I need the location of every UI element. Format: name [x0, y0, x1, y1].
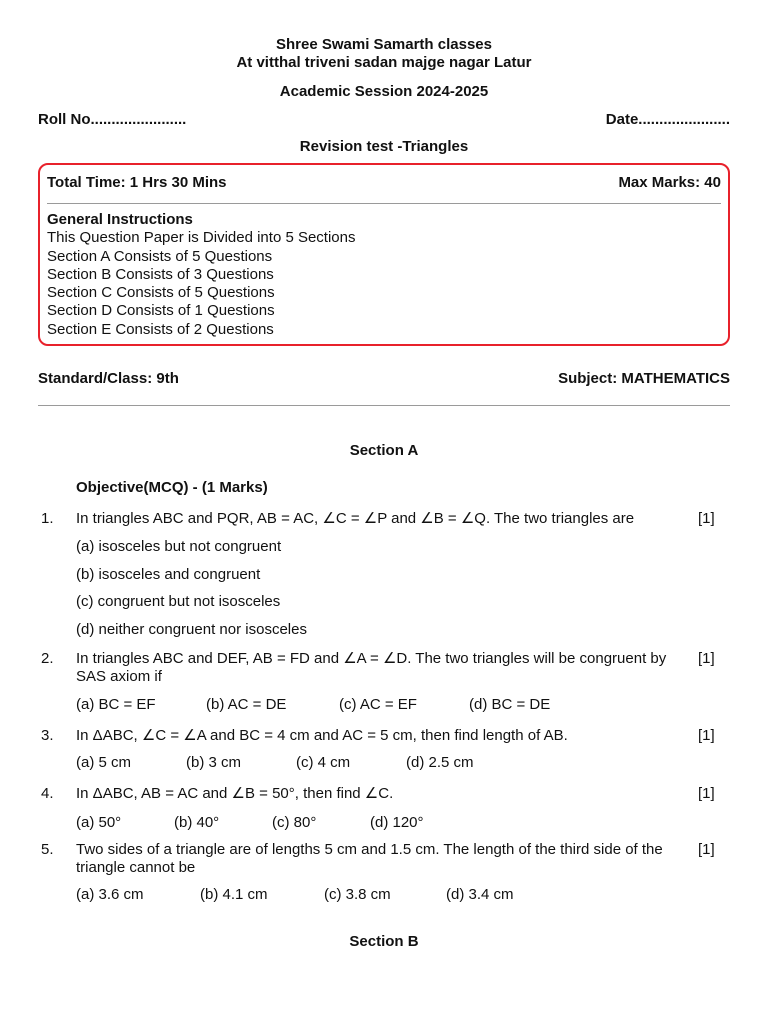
question-text: In triangles ABC and DEF, AB = FD and ∠A = ∠D. The two triangles will be congruent by SAS axiom if [76, 650, 667, 685]
max-marks: Max Marks: 40 [618, 174, 721, 191]
roll-no-field: Roll No....................... [38, 111, 187, 128]
option-a: (a) 5 cm [76, 754, 132, 771]
page-divider [38, 405, 730, 406]
question-marks: [1] [698, 841, 715, 858]
question-number: 2. [41, 650, 54, 667]
instructions-box [38, 163, 730, 346]
question-text: In ΔABC, AB = AC and ∠B = 50°, then find ∠C. [76, 785, 394, 802]
instruction-line: Section D Consists of 1 Questions [47, 302, 275, 320]
option-a: (a) 3.6 cm [76, 886, 144, 903]
question-text: In ΔABC, ∠C = ∠A and BC = 4 cm and AC = 5 cm, then find length of AB. [76, 727, 568, 744]
instruction-line: Section B Consists of 3 Questions [47, 265, 274, 283]
option-a: (a) isosceles but not congruent [76, 538, 282, 555]
option-d: (d) 2.5 cm [406, 754, 474, 771]
question-number: 5. [41, 841, 54, 858]
institute-name: Shree Swami Samarth classes [276, 36, 492, 53]
instructions-title: General Instructions [47, 211, 193, 228]
option-c: (c) congruent but not isosceles [76, 593, 281, 610]
general-instructions [47, 211, 356, 339]
question-text: Two sides of a triangle are of lengths 5 cm and 1.5 cm. The length of the third side of the triangle cannot be [76, 841, 663, 876]
question-marks: [1] [698, 650, 715, 667]
instruction-line: Section A Consists of 5 Questions [47, 247, 273, 265]
question-text: In triangles ABC and PQR, AB = AC, ∠C = ∠P and ∠B = ∠Q. The two triangles are [76, 510, 635, 527]
question-marks: [1] [698, 785, 715, 802]
question-number: 1. [41, 510, 54, 527]
class-subject-row [38, 370, 730, 388]
option-b: (b) isosceles and congruent [76, 566, 261, 583]
option-c: (c) 3.8 cm [324, 886, 391, 903]
standard-class: Standard/Class: 9th [38, 370, 179, 387]
option-b: (b) 3 cm [186, 754, 242, 771]
question-number: 3. [41, 727, 54, 744]
question-marks: [1] [698, 510, 715, 527]
option-d: (d) BC = DE [469, 696, 551, 713]
option-c: (c) 4 cm [296, 754, 351, 771]
option-d: (d) 3.4 cm [446, 886, 514, 903]
academic-session: Academic Session 2024-2025 [279, 83, 489, 100]
option-b: (b) AC = DE [206, 696, 287, 713]
option-b: (b) 40° [174, 814, 220, 831]
institute-address: At vitthal triveni sadan majge nagar Latur [236, 54, 532, 71]
instruction-line: This Question Paper is Divided into 5 Sections [47, 229, 356, 247]
test-title: Revision test -Triangles [299, 138, 469, 155]
option-c: (c) 80° [272, 814, 317, 831]
section-b-title: Section B [349, 933, 419, 950]
question-number: 4. [41, 785, 54, 802]
box-divider [47, 203, 721, 204]
option-d: (d) neither congruent nor isosceles [76, 621, 307, 638]
instruction-line: Section C Consists of 5 Questions [47, 284, 275, 302]
section-a-title: Section A [349, 442, 419, 459]
subject: Subject: MATHEMATICS [558, 370, 730, 387]
mcq-subtitle: Objective(MCQ) - (1 Marks) [76, 479, 268, 496]
roll-date-row [38, 111, 730, 129]
option-b: (b) 4.1 cm [200, 886, 268, 903]
option-a: (a) BC = EF [76, 696, 156, 713]
date-field: Date...................... [605, 111, 730, 128]
time-marks-row [47, 174, 721, 192]
total-time: Total Time: 1 Hrs 30 Mins [47, 174, 227, 191]
option-d: (d) 120° [370, 814, 424, 831]
instruction-line: Section E Consists of 2 Questions [47, 320, 274, 338]
option-a: (a) 50° [76, 814, 122, 831]
option-c: (c) AC = EF [339, 696, 417, 713]
question-marks: [1] [698, 727, 715, 744]
